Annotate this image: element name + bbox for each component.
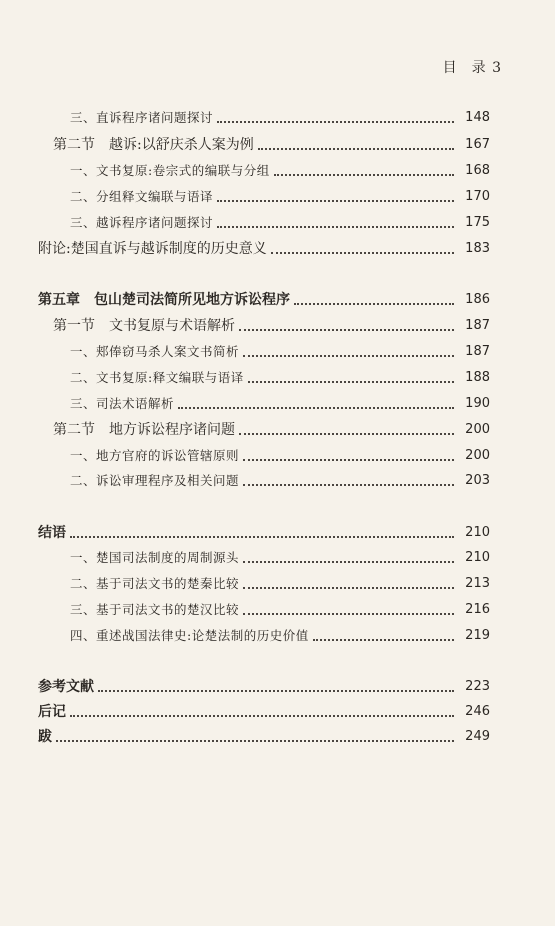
toc-entry-title: 附论:楚国直诉与越诉制度的历史意义 (38, 241, 267, 257)
toc-entry-page: 187 (465, 343, 490, 359)
dot-leader (313, 638, 454, 641)
toc-entry (0, 418, 555, 440)
toc-entry-page: 246 (465, 703, 490, 719)
dot-leader (248, 380, 454, 383)
toc-entry (0, 237, 555, 259)
toc-entry (0, 700, 555, 722)
toc-entry (0, 392, 555, 414)
toc-entry (0, 288, 555, 310)
toc-entry-title: 二、诉讼审理程序及相关问题 (70, 473, 240, 488)
toc-entry-page: 187 (465, 317, 490, 333)
toc-entry (0, 521, 555, 543)
toc-entry-page: 175 (465, 214, 490, 230)
running-head (443, 57, 502, 77)
dot-leader (239, 328, 454, 331)
dot-leader (271, 251, 454, 254)
toc-entry-page: 213 (465, 575, 490, 591)
toc-entry-title: 参考文献 (38, 679, 94, 695)
toc-entry-title: 三、基于司法文书的楚汉比较 (70, 602, 240, 617)
toc-entry-title: 后记 (38, 704, 66, 720)
toc-entry (0, 340, 555, 362)
toc-entry-title: 结语 (38, 525, 66, 541)
toc-entry-title: 三、直诉程序诸问题探讨 (70, 110, 214, 125)
toc-entry-page: 216 (465, 601, 490, 617)
toc-entry (0, 469, 555, 491)
toc-entry-title: 二、分组释文编联与语译 (70, 189, 214, 204)
toc-entry (0, 314, 555, 336)
toc-entry (0, 133, 555, 155)
header-label-a: 目 (442, 60, 458, 76)
toc-entry-page: 190 (465, 395, 490, 411)
dot-leader (70, 535, 454, 538)
toc-entry-page: 200 (465, 447, 490, 463)
dot-leader (56, 739, 454, 742)
dot-leader (243, 354, 454, 357)
toc-entry (0, 211, 555, 233)
dot-leader (217, 225, 454, 228)
dot-leader (243, 586, 454, 589)
toc-entry-title: 第五章 包山楚司法简所见地方诉讼程序 (38, 292, 290, 308)
toc-entry-title: 跋 (38, 729, 52, 745)
toc-entry-page: 168 (465, 162, 490, 178)
toc-entry-title: 第二节 越诉:以舒庆杀人案为例 (53, 137, 254, 153)
toc-entry-page: 170 (465, 188, 490, 204)
toc-entry (0, 106, 555, 128)
toc-entry-page: 223 (465, 678, 490, 694)
toc-entry (0, 366, 555, 388)
toc-entry-title: 第一节 文书复原与术语解析 (53, 318, 235, 334)
dot-leader (178, 406, 454, 409)
toc-entry-title: 第二节 地方诉讼程序诸问题 (53, 422, 235, 438)
dot-leader (239, 432, 454, 435)
toc-entry (0, 598, 555, 620)
toc-entry-page: 210 (465, 524, 490, 540)
toc-entry (0, 546, 555, 568)
toc-entry-page: 167 (465, 136, 490, 152)
dot-leader (274, 173, 454, 176)
toc-entry-title: 四、重述战国法律史:论楚法制的历史价值 (70, 628, 309, 643)
toc-entry (0, 185, 555, 207)
toc-entry (0, 624, 555, 646)
toc-entry-title: 三、司法术语解析 (70, 396, 175, 411)
dot-leader (258, 147, 454, 150)
toc-entry-title: 三、越诉程序诸问题探讨 (70, 215, 214, 230)
toc-entry (0, 675, 555, 697)
toc-entry (0, 159, 555, 181)
toc-entry-page: 183 (465, 240, 490, 256)
toc-entry-page: 200 (465, 421, 490, 437)
toc-entry-page: 186 (465, 291, 490, 307)
toc-entry-page: 219 (465, 627, 490, 643)
toc-entry-title: 一、地方官府的诉讼管辖原则 (70, 448, 240, 463)
toc-entry-title: 二、基于司法文书的楚秦比较 (70, 576, 240, 591)
dot-leader (243, 483, 454, 486)
toc-entry-title: 二、文书复原:释文编联与语译 (70, 370, 244, 385)
toc-entry-title: 一、郏俸窃马杀人案文书简析 (70, 344, 240, 359)
dot-leader (243, 612, 454, 615)
toc-entry-page: 210 (465, 549, 490, 565)
dot-leader (217, 120, 454, 123)
toc-entry-page: 249 (465, 728, 490, 744)
toc-entry-page: 203 (465, 472, 490, 488)
dot-leader (243, 560, 454, 563)
dot-leader (98, 689, 454, 692)
dot-leader (243, 458, 454, 461)
dot-leader (217, 199, 454, 202)
toc-entry (0, 444, 555, 466)
dot-leader (294, 302, 454, 305)
header-page-number: 3 (492, 60, 502, 76)
header-label-b: 录 (471, 60, 487, 76)
dot-leader (70, 714, 454, 717)
toc-entry (0, 725, 555, 747)
toc-entry-title: 一、楚国司法制度的周制源头 (70, 550, 240, 565)
toc-entry-page: 188 (465, 369, 490, 385)
toc-entry-title: 一、文书复原:卷宗式的编联与分组 (70, 163, 270, 178)
toc-entry-page: 148 (465, 109, 490, 125)
toc-entry (0, 572, 555, 594)
